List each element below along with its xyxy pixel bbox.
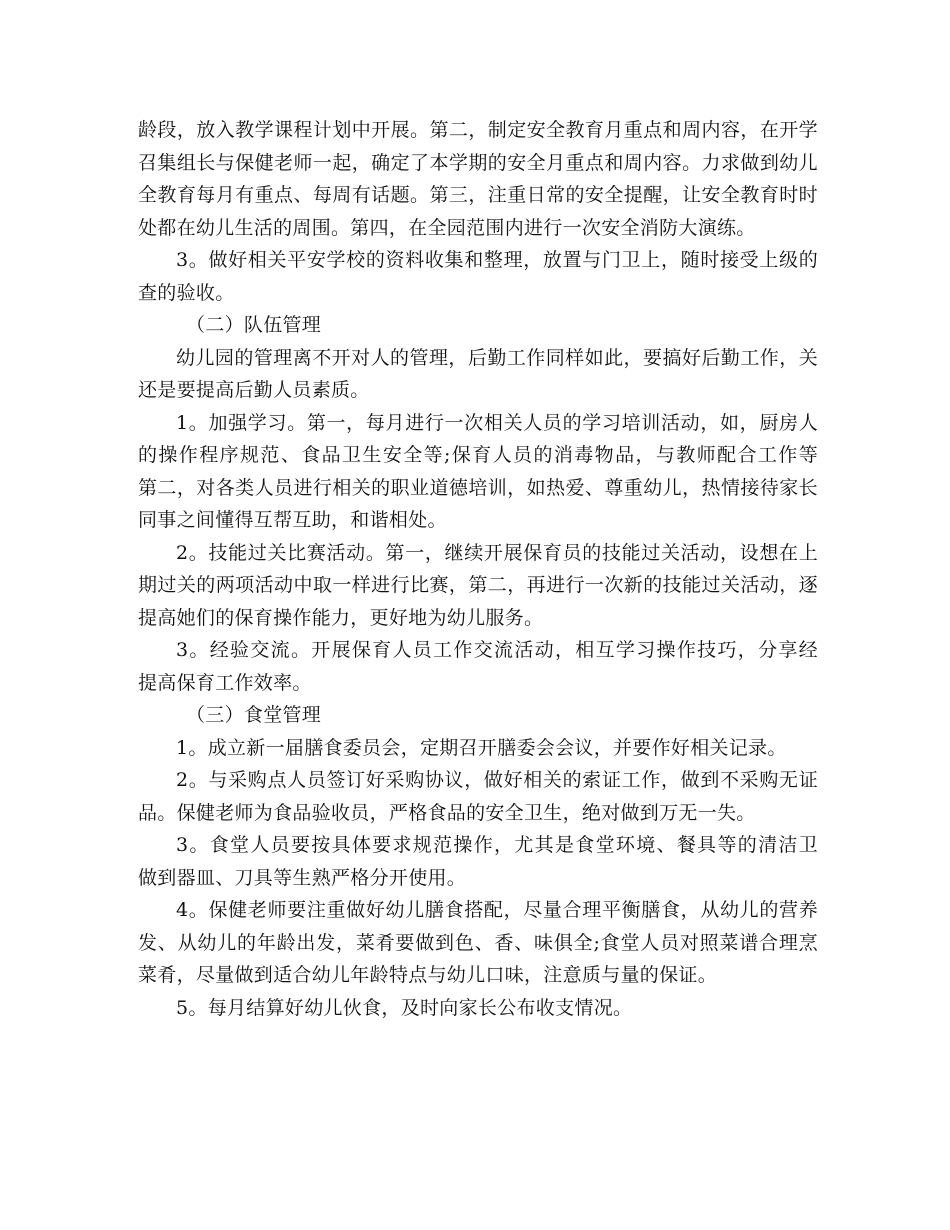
text-line: 菜肴，尽量做到适合幼儿年龄特点与幼儿口味，注意质与量的保证。 [138,964,718,986]
text-line: 全教育每月有重点、每周有话题。第三，注重日常的安全提醒，让安全教育时时 [138,184,818,206]
text-line: 处都在幼儿生活的周围。第四，在全园范围内进行一次安全消防大演练。 [138,216,756,239]
text-line: 1。成立新一届膳食委员会，定期召开膳委会会议，并要作好相关记录。 [176,736,787,759]
text-line: 提高她们的保育操作能力，更好地为幼儿服务。 [138,606,544,629]
text-line: 召集组长与保健老师一起，确定了本学期的安全月重点和周内容。力求做到幼儿 [138,151,818,174]
text-line: 的操作程序规范、食品卫生安全等;保育人员的消毒物品，与教师配合工作等 [138,444,818,466]
text-line: 同事之间懂得互帮互助，和谐相处。 [138,509,447,531]
section-heading: （三）食堂管理 [186,704,322,726]
text-line: 发、从幼儿的年龄出发，菜肴要做到色、香、味俱全;食堂人员对照菜谱合理烹 [138,931,818,954]
text-line: 3。经验交流。开展保育人员工作交流活动，相互学习操作技巧，分享经 [176,639,818,661]
section-heading: （二）队伍管理 [186,314,322,336]
text-line: 3。做好相关平安学校的资料收集和整理，放置与门卫上，随时接受上级的 [176,249,818,271]
text-line: 品。保健老师为食品验收员，严格食品的安全卫生，绝对做到万无一失。 [138,801,756,824]
text-line: 查的验收。 [138,281,235,304]
text-line: 期过关的两项活动中取一样进行比赛，第二，再进行一次新的技能过关活动，逐 [138,574,818,596]
text-line: 第二，对各类人员进行相关的职业道德培训，如热爱、尊重幼儿，热情接待家长 [138,476,818,499]
text-line: 2。技能过关比赛活动。第一，继续开展保育员的技能过关活动，设想在上 [176,541,818,564]
text-line: 4。保健老师要注重做好幼儿膳食搭配，尽量合理平衡膳食，从幼儿的营养 [176,899,818,921]
text-line: 做到器皿、刀具等生熟严格分开使用。 [138,866,467,889]
text-line: 5。每月结算好幼儿伙食，及时向家长公布收支情况。 [176,996,633,1019]
text-line: 1。加强学习。第一，每月进行一次相关人员的学习培训活动，如，厨房人 [176,411,818,434]
document-body [138,114,818,1024]
text-line: 幼儿园的管理离不开对人的管理，后勤工作同样如此，要搞好后勤工作，关 [176,346,818,369]
text-line: 龄段，放入教学课程计划中开展。第二，制定安全教育月重点和周内容，在开学 [138,119,818,141]
text-line: 提高保育工作效率。 [138,671,312,694]
text-line: 还是要提高后勤人员素质。 [138,379,370,401]
text-line: 2。与采购点人员签订好采购协议，做好相关的索证工作，做到不采购无证 [176,769,818,791]
text-line: 3。食堂人员要按具体要求规范操作，尤其是食堂环境、餐具等的清洁卫 [176,834,818,856]
